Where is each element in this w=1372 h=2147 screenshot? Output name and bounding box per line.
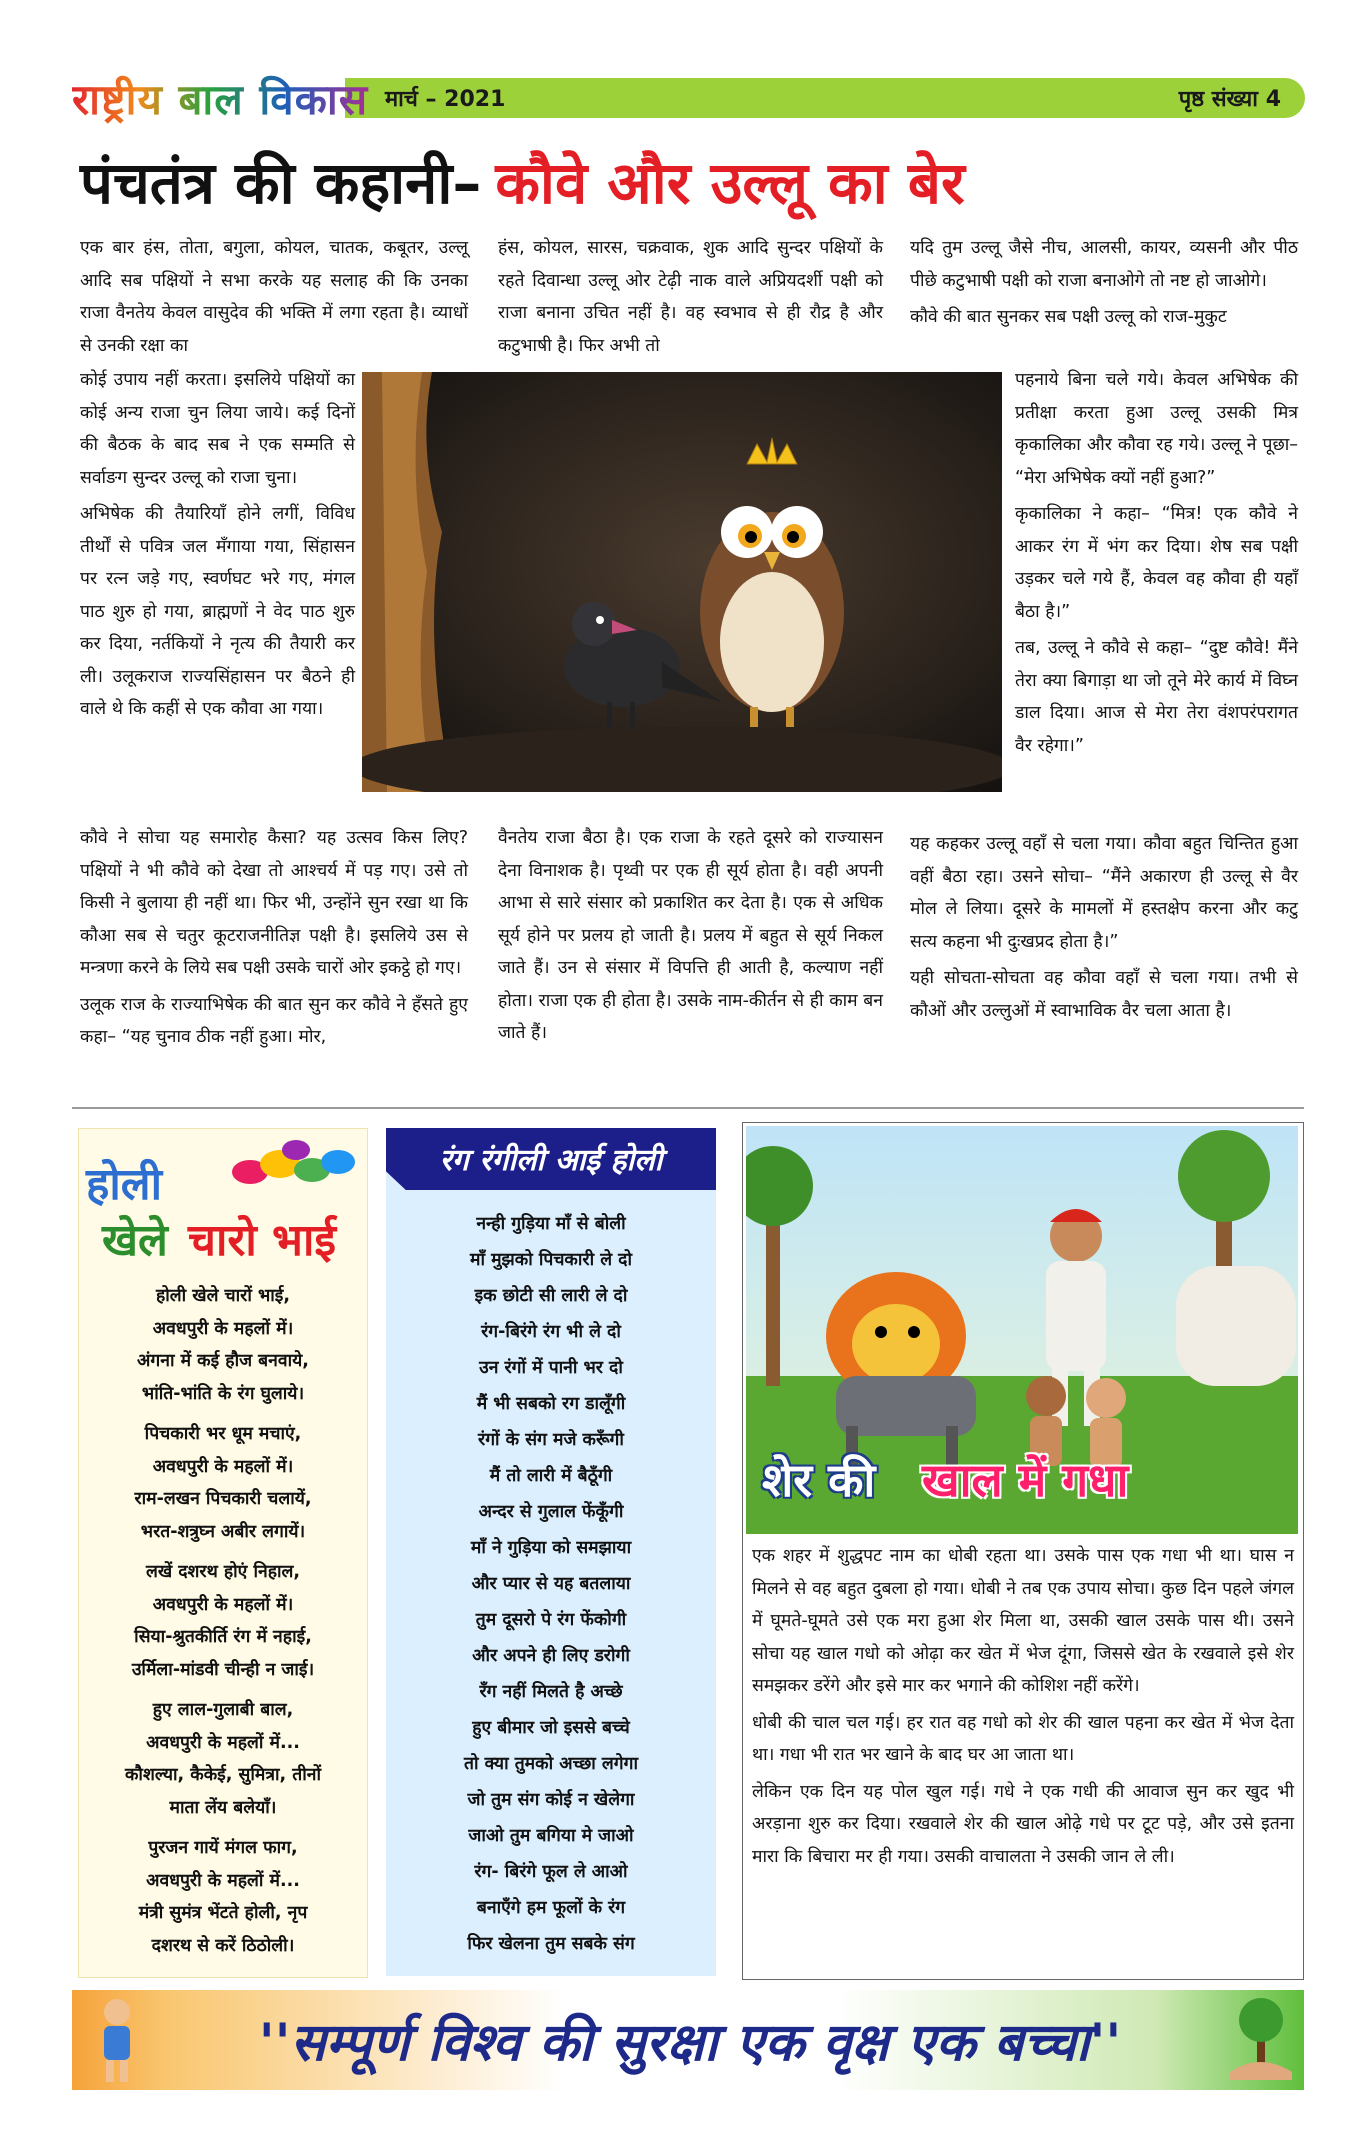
holi-stanza: [82, 1418, 364, 1548]
rang-rangili-body: [400, 1206, 702, 1966]
poem-line: लखें दशरथ होएं निहाल,: [145, 1562, 301, 1582]
poem-line: कौशल्या, कैकेई, सुमित्रा, तीनों: [124, 1765, 322, 1785]
poem-line: अवधपुरी के महलों में...: [146, 1870, 300, 1891]
holi-stanza: [82, 1280, 364, 1410]
headline: [80, 140, 1300, 220]
poem-line: रंग- बिरंगे फूल ले आओ: [474, 1862, 628, 1882]
header-bar: [345, 78, 1305, 118]
holi-title-line2a: खेले: [102, 1215, 168, 1266]
story-col3-bottom: [910, 828, 1298, 1100]
poem-line: अंगना में कई हौज बनवाये,: [137, 1351, 309, 1371]
sher-title-b: खाल में गधा: [922, 1453, 1129, 1507]
poem-line: दशरथ से करें ठिठोली।: [151, 1935, 295, 1956]
poem-line: माँ मुझको पिचकारी ले दो: [470, 1250, 632, 1270]
headline-part1: पंचतंत्र की कहानी–: [80, 148, 482, 217]
story-col3-side: [1015, 364, 1298, 824]
story-paragraph: तब, उल्लू ने कौवे से कहा– “दुष्ट कौवे! मैंने तेरा क्या बिगाड़ा था जो तूने मेरे कार्य में विघ्न डाल दिया। आज से मेरा तेरा वंशपरंपरागत वैर रहेगा।”: [1015, 638, 1298, 756]
masthead: [72, 72, 376, 124]
poem-line: तो क्या तुमको अच्छा लगेगा: [463, 1754, 639, 1774]
sher-title-a: शेर की: [762, 1453, 876, 1507]
tree-in-hands-icon: [1222, 1994, 1300, 2086]
poem-line: अन्दर से गुलाल फेंकूँगी: [478, 1502, 624, 1522]
issue-date: मार्च – 2021: [385, 87, 506, 112]
headline-part2: कौवे और उल्लू का बेर: [495, 148, 965, 217]
sher-paragraph: एक शहर में शुद्धपट नाम का धोबी रहता था। उसके पास एक गधा भी था। घास न मिलने से वह बहुत दुबला हो गया। धोबी ने तब एक उपाय सोचा। कुछ दिन पहले जंगल में घूमते-घूमते उसे एक मरा हुआ शेर मिला था, उसकी खाल उसके पास थी। उसने सोचा यह खाल गधो को ओढ़ा कर खेत में भेज दूंगा, जिससे खेत के रखवाले इसे शेर समझकर डरेंगे और इसे मार कर भगाने की कोशिश नहीं करेंगे।: [752, 1546, 1294, 1696]
poem-line: सिया-श्रुतकीर्ति रंग में नहाई,: [134, 1627, 312, 1647]
brand-logo: राष्ट्रीय बाल विकास: [72, 70, 376, 127]
poem-line: मैं भी सबको रग डालूँगी: [476, 1394, 626, 1414]
holi-stanza: [82, 1694, 364, 1824]
sher-paragraph: लेकिन एक दिन यह पोल खुल गई। गधे ने एक गधी की आवाज सुन कर खुद भी अरड़ाना शुरु कर दिया। रखवाले शेर की खाल ओढ़े गधे पर टूट पड़े, और उसे इतना मारा कि बिचारा मर ही गया। उसकी वाचालता ने उसकी जान ले ली।: [752, 1781, 1294, 1867]
poem-line: हुए बीमार जो इससे बच्चे: [472, 1718, 630, 1738]
poem-line: होली खेले चारों भाई,: [155, 1286, 291, 1306]
story-paragraph: उलूक राज के राज्याभिषेक की बात सुन कर कौवे ने हँसते हुए कहा– “यह चुनाव ठीक नहीं हुआ। मोर,: [80, 994, 468, 1047]
lion-donkey-illustration: [746, 1126, 1298, 1534]
story-paragraph: कोई उपाय नहीं करता। इसलिये पक्षियों का कोई अन्य राजा चुन लिया जाये। कई दिनों की बैठक के बाद सब ने एक सम्मति से सर्वाङग सुन्दर उल्लू को राजा चुना।: [80, 370, 355, 488]
poem-line: इक छोटी सी लारी ले दो: [474, 1286, 628, 1306]
story-paragraph: यह कहकर उल्लू वहाँ से चला गया। कौवा बहुत चिन्तित हुआ वहीं बैठा रहा। उसने सोचा– “मैंने अकारण ही उल्लू से वैर मोल ले लिया। दूसरे के मामलों में हस्तक्षेप करना और कटु सत्य कहना भी दुःखप्रद होता है।”: [910, 834, 1298, 952]
holi-poem-body: [82, 1280, 364, 1970]
story-paragraph: पहनाये बिना चले गये। केवल अभिषेक की प्रतीक्षा करता हुआ उल्लू उसकी मित्र कृकालिका और कौवा रह गये। उल्लू ने पूछा– “मेरा अभिषेक क्यों नहीं हुआ?”: [1015, 370, 1298, 488]
poem-line: और प्यार से यह बतलाया: [471, 1574, 631, 1594]
story-paragraph: एक बार हंस, तोता, बगुला, कोयल, चातक, कबूतर, उल्लू आदि सब पक्षियों ने सभा करके यह सलाह की कि उनका राजा वैनतेय केवल वासुदेव की भक्ति में लगा रहता है। व्याधों से उनकी रक्षा का: [80, 238, 468, 356]
poem-line: राम-लखन पिचकारी चलायें,: [134, 1489, 312, 1509]
poem-line: बनाएँगे हम फूलों के रंग: [476, 1898, 626, 1918]
poem-line: और अपने ही लिए डरोगी: [472, 1646, 630, 1666]
poem-line: माता लेंय बलेयाँ।: [169, 1797, 277, 1818]
holi-stanza: [82, 1556, 364, 1686]
poem-line: रँग नहीं मिलते है अच्छे: [479, 1682, 623, 1702]
holi-title-line1: होली: [86, 1159, 162, 1210]
story-col3-top: [910, 232, 1298, 368]
page-number: 4: [1265, 87, 1281, 112]
poem-line: जाओ तुम बगिया मे जाओ: [468, 1826, 634, 1846]
sher-paragraph: धोबी की चाल चल गई। हर रात वह गधो को शेर की खाल पहना कर खेत में भेज देता था। गधा भी रात भर खाने के बाद घर आ जाता था।: [752, 1712, 1294, 1765]
poem-line: फिर खेलना तुम सबके संग: [467, 1934, 635, 1954]
holi-title-block: [80, 1132, 366, 1282]
rang-rangili-title: रंग रंगीली आई होली: [439, 1142, 663, 1178]
story-paragraph: कौवे की बात सुनकर सब पक्षी उल्लू को राज-मुकुट: [910, 307, 1227, 327]
story-col2-bottom: [498, 822, 883, 1097]
poem-line: हुए लाल-गुलाबी बाल,: [152, 1700, 294, 1720]
page-label-text: पृष्ठ संख्या: [1178, 87, 1259, 112]
poem-line: भांति-भांति के रंग घुलाये।: [141, 1383, 305, 1404]
poem-line: तुम दूसरो पे रंग फेंकोगी: [475, 1610, 627, 1630]
story-paragraph: वैनतेय राजा बैठा है। एक राजा के रहते दूसरे को राज्यासन देना विनाशक है। पृथ्वी पर एक ही सूर्य होता है। वही अपनी आभा से सारे संसार को प्रकाशित कर देता है। एक से अधिक सूर्य होने पर प्रलय हो जाती है। प्रलय में बहुत से सूर्य निकल जाते हैं। उन से संसार में विपत्ति ही आती है, कल्याण नहीं होता। राजा एक ही होता है। उसके नाम-कीर्तन से ही काम बन जाते हैं।: [498, 828, 883, 1043]
poem-line: मैं तो लारी में बैठूँगी: [489, 1466, 613, 1486]
cave-scene-icon: [362, 372, 1002, 792]
poem-line: भरत-शत्रुघ्न अबीर लगायें।: [140, 1521, 306, 1542]
story-paragraph: अभिषेक की तैयारियाँ होने लगीं, विविध तीर्थों से पवित्र जल मँगाया गया, सिंहासन पर रत्न जड़े गए, स्वर्णघट भरे गए, मंगल पाठ शुरु हो गया, ब्राह्मणों ने वेद पाठ शुरु कर दिया, नर्तकियों ने नृत्य की तैयारी कर ली। उलूकराज राज्यसिंहासन पर बैठने ही वाले थे कि कहीं से एक कौवा आ गया।: [80, 504, 355, 719]
poem-line: नन्ही गुड़िया माँ से बोली: [476, 1214, 626, 1234]
poem-line: उन रंगों में पानी भर दो: [479, 1358, 623, 1378]
poem-line: पुरजन गायें मंगल फाग,: [148, 1838, 298, 1858]
holi-stanza: [82, 1832, 364, 1962]
section-divider: [72, 1107, 1304, 1109]
poem-line: अवधपुरी के महलों में।: [152, 1456, 294, 1477]
poem-line: मंत्री सुमंत्र भेंटते होली, नृप: [138, 1903, 308, 1923]
story-col1-top: [80, 232, 468, 362]
story-paragraph: यही सोचता-सोचता वह कौवा वहाँ से चला गया। तभी से कौओं और उल्लुओं में स्वाभाविक वैर चला आता है।: [910, 968, 1298, 1021]
holi-title-line2b: चारो भाई: [188, 1215, 336, 1266]
story-col2-top: [498, 232, 883, 362]
poem-line: अवधपुरी के महलों में।: [152, 1318, 294, 1339]
crow-owl-illustration: [362, 372, 1002, 792]
sher-story-text: [752, 1540, 1294, 1972]
poem-line: अवधपुरी के महलों में...: [146, 1732, 300, 1753]
footer-slogan: ''सम्पूर्ण विश्व की सुरक्षा एक वृक्ष एक बच्चा'': [258, 2012, 1122, 2073]
colour-powder-icon: [230, 1132, 360, 1192]
poem-line: माँ ने गुड़िया को समझाया: [470, 1538, 632, 1558]
story-paragraph: यदि तुम उल्लू जैसे नीच, आलसी, कायर, व्यसनी और पीठ पीछे कटुभाषी पक्षी को राजा बनाओगे तो नष्ट हो जाओगे।: [910, 238, 1298, 291]
poem-line: उर्मिला-मांडवी चीन्ही न जाई।: [131, 1659, 315, 1680]
story-col1-bottom: [80, 822, 468, 1097]
poem-line: रंगों के संग मजे करूँगी: [478, 1430, 624, 1450]
poem-line: पिचकारी भर धूम मचाएं,: [144, 1424, 302, 1444]
child-figure-icon: [82, 1994, 152, 2086]
poem-line: रंग-बिरंगे रंग भी ले दो: [481, 1322, 621, 1342]
poem-line: अवधपुरी के महलों में।: [152, 1594, 294, 1615]
page-number-label: [1179, 83, 1281, 113]
story-paragraph: हंस, कोयल, सारस, चक्रवाक, शुक आदि सुन्दर पक्षियों के रहते दिवान्धा उल्लू ओर टेढ़ी नाक वाले अप्रियदर्शी पक्षी को राजा बनाना उचित नहीं है। वह स्वभाव से ही रौद्र है और कटुभाषी है। फिर अभी तो: [498, 238, 883, 356]
story-col1-side: [80, 364, 355, 822]
poem-line: जो तुम संग कोई न खेलेगा: [467, 1790, 635, 1810]
story-paragraph: कृकालिका ने कहा– “मित्र! एक कौवे ने आकर रंग में भंग कर दिया। शेष सब पक्षी उड़कर चले गये हैं, केवल वह कौवा ही यहाँ बैठा है।”: [1015, 504, 1298, 622]
story-paragraph: कौवे ने सोचा यह समारोह कैसा? यह उत्सव किस लिए? पक्षियों ने भी कौवे को देखा तो आश्चर्य में पड़ गए। उसे तो किसी ने बुलाया ही नहीं था। फिर भी, उन्होंने सुन रखा था कि कौआ सब से चतुर कूटराजनीतिज्ञ पक्षी है। इसलिये उस से मन्त्रणा करने के लिये सब पक्षी उसके चारों ओर इकट्ठे हो गए।: [80, 828, 468, 978]
